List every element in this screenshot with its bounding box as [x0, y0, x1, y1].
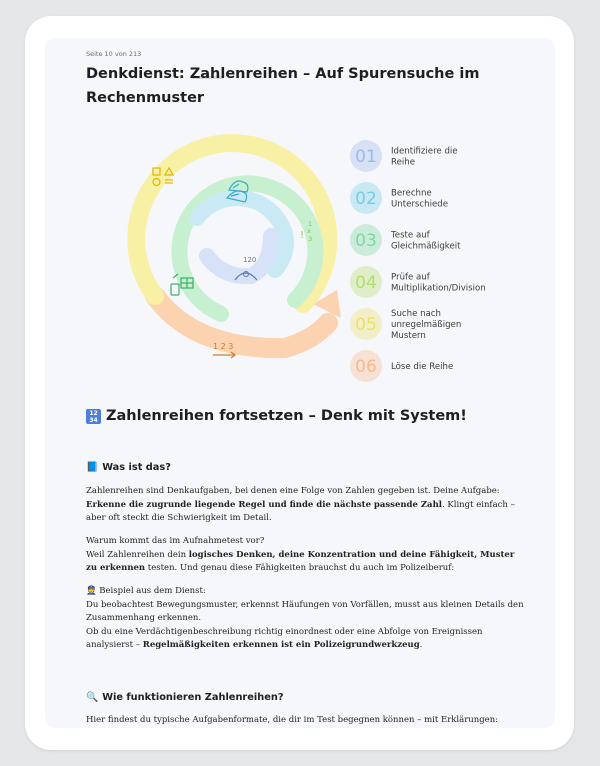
book-icon: 📘 — [86, 462, 99, 473]
step-item — [350, 350, 453, 382]
step-label: Suche nach — [391, 309, 441, 319]
step-number: 03 — [355, 231, 377, 251]
step-label: Unterschiede — [391, 199, 448, 210]
step-label: Prüfe auf — [391, 272, 430, 283]
svg-text:x: x — [307, 227, 311, 235]
step-number: 05 — [355, 315, 377, 335]
step-item — [350, 308, 461, 341]
step-label: Löse die Reihe — [391, 362, 454, 372]
how-heading: 🔍 Wie funktionieren Zahlenreihen? — [86, 692, 284, 703]
how-intro: Hier findest du typische Aufgabenformate, die dir im Test begegnen können – mit Erklärungen: — [86, 715, 499, 725]
step-item — [350, 224, 461, 256]
svg-text:1: 1 — [308, 220, 313, 228]
step-item — [350, 182, 448, 214]
step-number: 02 — [355, 189, 377, 209]
svg-text:3: 3 — [308, 235, 313, 243]
what-is-paragraph: Zahlenreihen sind Denkaufgaben, bei denen eine Folge von Zahlen gegeben ist. Deine Aufgabe: Erkenne die zugrunde liegende Regel und finde die nächste passende Zahl. Klingt einfach – aber oft steckt die Schwierigkeit im Detail. — [86, 486, 515, 523]
document-page[interactable] — [45, 38, 555, 728]
why-paragraph: Warum kommt das im Aufnahmetest vor? Weil Zahlenreihen dein logisches Denken, deine Konzentration und deine Fähigkeit, Muster zu erkennen testen. Und genau diese Fähigkeiten brauchst du auch im Polizeiberuf: — [86, 536, 515, 573]
example-paragraph: 👮 Beispiel aus dem Dienst: Du beobachtest Bewegungsmuster, erkennst Häufungen von Vorfällen, musst aus kleinen Details den Zusammenhang erkennen. Ob du eine Verdächtigenbeschreibung richtig einordnest oder eine Abfolge von Ereignissen analysierst – Regelmäßigkeiten erkennen ist ein Polizeigrundwerkzeug. — [86, 586, 524, 650]
step-label: Teste auf — [391, 230, 430, 241]
step-label: Identifiziere die — [391, 146, 458, 157]
step-list — [350, 140, 486, 382]
magnifier-icon: 🔍 — [86, 692, 99, 703]
svg-text:!: ! — [300, 230, 305, 241]
step-number: 04 — [355, 273, 377, 293]
what-is-heading: 📘 Was ist das? — [86, 462, 171, 473]
step-label: Mustern — [391, 331, 426, 341]
page-title — [86, 62, 506, 110]
svg-text:120: 120 — [243, 256, 257, 264]
step-number: 06 — [355, 357, 377, 377]
step-item — [350, 140, 458, 172]
page-title-line2: Rechenmuster — [86, 90, 205, 106]
section-heading — [86, 408, 467, 424]
spiral-ring-blue — [207, 236, 271, 276]
step-label: unregelmäßigen — [391, 320, 462, 330]
step-label: Reihe — [391, 157, 415, 168]
section-heading-text: Zahlenreihen fortsetzen – Denk mit System! — [106, 408, 467, 424]
page-title-line1: Denkdienst: Zahlenreihen – Auf Spurensuche im — [86, 66, 480, 82]
step-label: Multiplikation/Division — [391, 283, 486, 294]
page-indicator: Seite 10 von 213 — [86, 50, 142, 58]
step-item — [350, 266, 486, 298]
spiral-infographic — [45, 128, 555, 388]
svg-text:1 2 3: 1 2 3 — [213, 342, 234, 351]
step-label: Gleichmäßigkeit — [391, 241, 461, 252]
sequence-123-icon — [213, 342, 235, 358]
number-keycap-icon: 12 34 — [86, 409, 101, 424]
step-number: 01 — [355, 147, 377, 167]
step-label: Berechne — [391, 188, 432, 199]
